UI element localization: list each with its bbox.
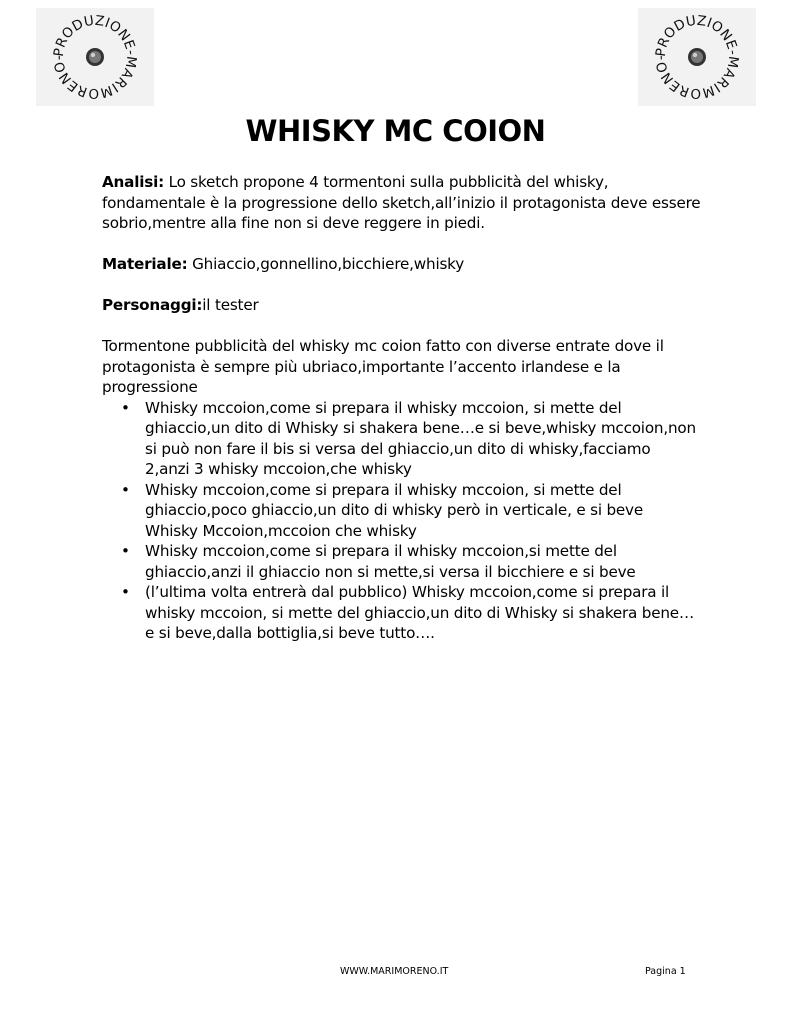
personaggi-text: il tester (202, 296, 259, 314)
footer-page-number: Pagina 1 (645, 966, 686, 977)
bullet-list (102, 398, 702, 644)
logo-seal-icon (36, 8, 154, 106)
list-item (102, 541, 702, 582)
materiale-text: Ghiaccio,gonnellino,bicchiere,whisky (187, 255, 465, 273)
svg-text:PRODUZIONE-MARIMORENO-: PRODUZIONE-MARIMORENO- (652, 12, 742, 102)
materiale-paragraph (102, 254, 702, 275)
logo-right (638, 8, 756, 106)
list-item-text: (l’ultima volta entrerà dal pubblico) Whisky mccoion,come si prepara il whisky mccoion, si mette del ghiaccio,un dito di Whisky si shakera bene…e si beve,dalla bottiglia,si beve tutto…. (145, 583, 694, 642)
analisi-paragraph (102, 172, 702, 234)
document-body (102, 172, 702, 644)
svg-text:PRODUZIONE-MARIMORENO-: PRODUZIONE-MARIMORENO- (50, 12, 140, 102)
list-item (102, 582, 702, 644)
intro-paragraph: Tormentone pubblicità del whisky mc coion fatto con diverse entrate dove il protagonista è sempre più ubriaco,importante l’accento irlandese e la progressione (102, 337, 664, 396)
materiale-label: Materiale: (102, 255, 188, 273)
logo-left (36, 8, 154, 106)
document-title: WHISKY MC COION (245, 114, 546, 148)
list-item (102, 398, 702, 480)
list-item-text: Whisky mccoion,come si prepara il whisky mccoion, si mette del ghiaccio,un dito di Whisky si shakera bene…e si beve,whisky mccoion,non si può non fare il bis si versa del ghiaccio,un dito di whisky,facciamo 2,anzi 3 whisky mccoion,che whisky (145, 398, 696, 478)
list-item-text: Whisky mccoion,come si prepara il whisky mccoion,si mette del ghiaccio,anzi il ghiaccio non si mette,si versa il bicchiere e si beve (145, 542, 636, 581)
bullet-icon: • (121, 398, 130, 417)
list-item-text: Whisky mccoion,come si prepara il whisky mccoion, si mette del ghiaccio,poco ghiaccio,un dito di whisky però in verticale, e si beve Whisky Mccoion,mccoion che whisky (145, 480, 643, 540)
personaggi-paragraph (102, 295, 702, 316)
logo-seal-icon (638, 8, 756, 106)
analisi-label: Analisi: (102, 173, 164, 191)
analisi-text: Lo sketch propone 4 tormentoni sulla pubblicità del whisky, fondamentale è la progressione dello sketch,all’inizio il protagonista deve essere sobrio,mentre alla fine non si deve reggere in piedi. (102, 173, 701, 232)
bullet-icon: • (121, 542, 130, 560)
list-item (102, 480, 702, 542)
bullet-icon: • (121, 480, 130, 499)
footer-website: WWW.MARIMORENO.IT (340, 966, 449, 977)
personaggi-label: Personaggi: (102, 296, 203, 314)
bullet-icon: • (121, 583, 130, 601)
